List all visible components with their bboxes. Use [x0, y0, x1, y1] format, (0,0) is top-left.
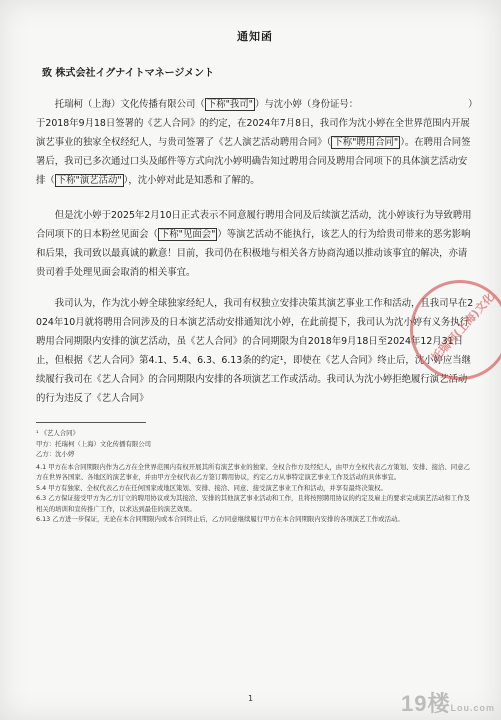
footnote-clause: 6.13 乙方进一步保证，无论在本合同期限内或本合同终止后，乙方同意继续履行甲方在本合同期限内安排的各项演艺工作或活动。: [36, 515, 404, 523]
company-seal: [410, 280, 501, 380]
letter-title: 通知函: [237, 30, 273, 43]
paragraph-1-text-c: ）于2018年9月18日签署的《艺人合同》的约定，在2024年7月8日，我司作为沈小婷在全世界范围内开展演艺事业的独家全权经纪人，与贵司签署了《艺人演艺活动聘用合同》（: [36, 99, 473, 148]
site-watermark: [401, 687, 495, 718]
definition-performance-activities: 下称"演艺活动": [56, 175, 122, 186]
paragraph-1: [36, 95, 474, 190]
letter-addressee: 致 株式会社イグナイトマネージメント: [42, 68, 215, 79]
footnote-clause: 6.3 乙方保证接受甲方为乙方订立的聘用协议或为其接洽、安排的其他演艺事业活动和工作，且将按照聘用协议的约定及雇主的要求完成演艺活动和工作及相关的培训和宣传推广工作，以求达到最佳的演艺效果。: [36, 494, 470, 513]
paragraph-1-text-e: ），沈小婷对此是知悉和了解的。: [123, 175, 260, 186]
footnote-clause: 4.1 甲方在本合同期限内作为乙方在全世界范围内有权开展其所有演艺事业的独家、全权合作方及经纪人，由甲方全权代表乙方策划、安排、接洽、同意乙方在世界各国家、各地区的演艺事业，并由甲方全权代表乙方签订聘用协议，约定乙方从事特定演艺事业工作及活动的具体事宜。: [36, 462, 470, 481]
paragraph-3: 我司认为，作为沈小婷全球独家经纪人，我司有权独立安排决策其演艺事业工作和活动，且我司早在2024年10月就将聘用合同涉及的日本演艺活动安排通知沈小婷，在此前提下，我司认为沈小婷有义务执行聘用合同期限内安排的演艺活动，虽《艺人合同》的合同期限为自2018年9月18日至2024年12月31日止，但根据《艺人合同》第4.1、5.4、6.3、6.13条的约定¹，即使在《艺人合同》终止后，沈小婷应当继续履行我司在《艺人合同》的合同期限内安排的各项演艺工作或活动。我司认为沈小婷拒绝履行演艺活动的行为违反了《艺人合同》: [36, 298, 474, 404]
page-number: 1: [247, 694, 254, 703]
paragraph-2-text-b: ）等演艺活动不能执行，该艺人的行为给贵司带来的恶劣影响和后果，我司致以最真诚的歉意！目前，我司仍在积极地与相关各方协商沟通以推动该事宜的解决，亦请贵司着手处理见面会取消的相关事宜。: [36, 229, 471, 278]
definition-company: 下称"我司": [206, 99, 253, 110]
footnote-line: ¹ 《艺人合同》: [36, 429, 79, 437]
footnote-clause: 5.4 甲方有独家、全权代表乙方在任何国家或地区策划、安排、接洽、同意、接受演艺事业工作和活动，并享有最终决策权。: [36, 483, 387, 492]
watermark-sub: Lou.com: [450, 703, 495, 713]
definition-fan-meeting: 下称"见面会": [159, 229, 216, 240]
footnote-separator: [36, 422, 146, 423]
seal-text: 托瑞柯(上海)文化: [428, 290, 497, 365]
paragraph-2: [36, 206, 474, 282]
footnote-line: 甲方：托瑞柯（上海）文化传播有限公司: [36, 439, 152, 448]
paragraph-1-text-d: ）。在聘用合同签署后，我司已多次通过口头及邮件等方式向沈小婷明确告知过聘用合同及聘用合同项下的具体演艺活动安排（: [36, 137, 471, 186]
watermark-text: 19楼: [401, 691, 451, 716]
paragraph-2-text-a: 但是沈小婷于2025年2月10日正式表示不同意履行聘用合同及后续演艺活动，沈小婷该行为导致聘用合同项下的日本粉丝见面会（: [36, 210, 472, 240]
definition-employment-contract: 下称"聘用合同": [333, 137, 399, 148]
paragraph-1-text-a: 托瑞柯（上海）文化传播有限公司（: [54, 99, 205, 110]
paragraph-1-text-b: ）与沈小婷（身份证号：: [254, 99, 359, 110]
footnote-line: 乙方：沈小婷: [36, 450, 75, 458]
letter-body: [36, 28, 474, 525]
